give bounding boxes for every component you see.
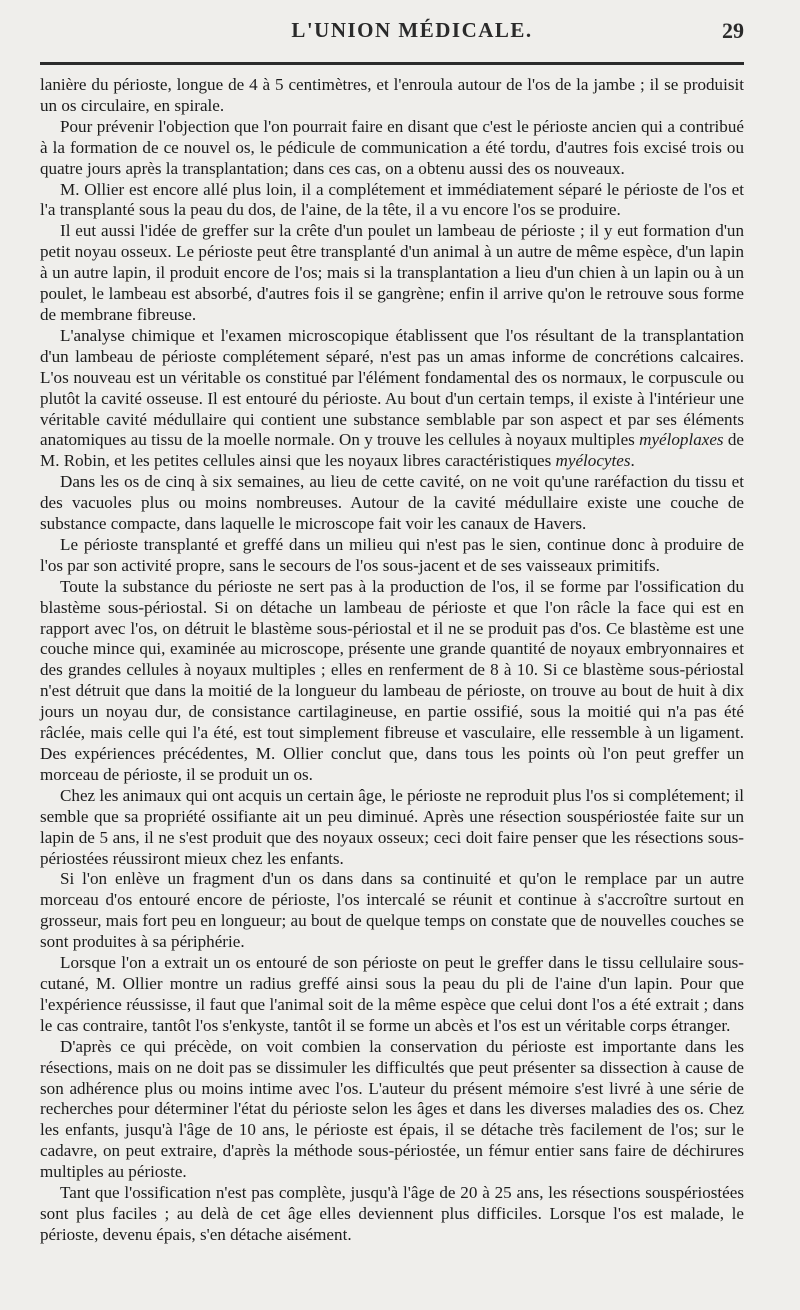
page-number: 29: [722, 18, 744, 43]
paragraph-text: .: [630, 451, 635, 471]
paragraph-text: de M. Robin, et les petites cellules ainsi que les noyaux libres caractéristiques: [40, 430, 744, 471]
paragraph: Dans les os de cinq à six semaines, au lieu de cette cavité, on ne voit qu'une raréfaction du tissu et des vacuoles plus ou moins nombreuses. Autour de la cavité médullaire existe une couche de substance compacte, dans laquelle le microscope fait voir les canaux de Havers.: [40, 472, 744, 534]
paragraph: lanière du périoste, longue de 4 à 5 centimètres, et l'enroula autour de l'os de la jambe ; il se produisit un os circulaire, en spirale.: [40, 75, 744, 115]
paragraph: Si l'on enlève un fragment d'un os dans dans sa continuité et qu'on le remplace par un autre morceau d'os entouré encore de périoste, l'os intercalé se réunit et continue à s'accroître surtout en grosseur, mais fort peu en longueur; au bout de quelque temps on constate que de nouvelles couches se sont produites à sa périphérie.: [40, 869, 744, 952]
paragraph: Il eut aussi l'idée de greffer sur la crête d'un poulet un lambeau de périoste ; il y eut formation d'un petit noyau osseux. Le périoste peut être transplanté d'un animal à un autre de même espèce, d'un lapin à un autre lapin, il produit encore de l'os; mais si la transplantation a lieu d'un chien à un lapin ou à un poulet, le lambeau est absorbé, d'autres fois il se gangrène; enfin il arrive qu'on le retrouve sous forme de membrane fibreuse.: [40, 221, 744, 324]
italic-term: myéloplaxes: [639, 430, 724, 450]
article-body: [40, 75, 744, 1246]
paragraph: Tant que l'ossification n'est pas complète, jusqu'à l'âge de 20 à 25 ans, les résections souspériostées sont plus faciles ; au delà de cet âge elles deviennent plus difficiles. Lorsque l'os est malade, le périoste, devenu épais, s'en détache aisément.: [40, 1183, 744, 1244]
italic-term: myélocytes: [555, 451, 631, 471]
page-header: [40, 18, 744, 52]
paragraph: Chez les animaux qui ont acquis un certain âge, le périoste ne reproduit plus l'os si complétement; il semble que sa propriété ossifiante ait un peu diminué. Après une résection souspériostée faite sur un lapin de 5 ans, il ne s'est produit que des noyaux osseux; ceci doit faire penser que les résections sous-périostées réussiront mieux chez les enfants.: [40, 785, 744, 868]
paragraph: [40, 326, 744, 472]
paragraph-text: L'analyse chimique et l'examen microscopique établissent que l'os résultant de la transplantation d'un lambeau de périoste complétement séparé, n'est pas un amas informe de concrétions calcaires. L'os nouveau est un véritable os constitué par l'élément fondamental des os normaux, le corpuscule ou plutôt la cavité osseuse. Il est entouré du périoste. Au bout d'un certain temps, il existe à l'intérieur une véritable cavité médullaire qui contient une substance semblable par son aspect et par ses éléments anatomiques au tissu de la moelle normale. On y trouve les cellules à noyaux multiples: [40, 325, 744, 450]
header-rule: [40, 62, 744, 65]
paragraph: M. Ollier est encore allé plus loin, il a complétement et immédiatement séparé le périoste de l'os et l'a transplanté sous la peau du dos, de l'aine, de la tête, il a vu encore l'os se produire.: [40, 179, 744, 220]
paragraph: Le périoste transplanté et greffé dans un milieu qui n'est pas le sien, continue donc à produire de l'os par son activité propre, sans le secours de l'os sous-jacent et de ses vaisseaux primitifs.: [40, 534, 744, 575]
paragraph: Pour prévenir l'objection que l'on pourrait faire en disant que c'est le périoste ancien qui a contribué à la formation de ce nouvel os, le pédicule de communication a été tordu, d'autres fois excisé trois ou quatre jours après la transplantation; dans ces cas, on a obtenu aussi des os nouveaux.: [40, 116, 744, 178]
running-title: L'UNION MÉDICALE.: [291, 18, 533, 42]
paragraph: D'après ce qui précède, on voit combien la conservation du périoste est importante dans les résections, mais on ne doit pas se dissimuler les difficultés que peut présenter sa dissection à cause de son adhérence plus ou moins intime avec l'os. L'auteur du présent mémoire s'est livré à une série de recherches pour déterminer l'état du périoste selon les âges et dans les diverses maladies des os. Chez les enfants, jusqu'à l'âge de 10 ans, le périoste est épais, il se détache très facilement de l'os; sur le cadavre, on peut extraire, d'après la méthode sous-périostée, un fémur entier sans faire de déchirures multiples au périoste.: [40, 1036, 744, 1182]
paragraph: Toute la substance du périoste ne sert pas à la production de l'os, il se forme par l'ossification du blastème sous-périostal. Si on détache un lambeau de périoste et que l'on râcle la face qui est en rapport avec l'os, on détruit le blastème sous-périostal et il ne se produit pas d'os. Ce blastème est une couche mince qui, examinée au microscope, présente une grande quantité de noyaux embryonnaires et des grandes cellules à noyaux multiples ; elles en renferment de 8 à 10. Si ce blastème sous-périostal n'est détruit que dans la moitié de la longueur du lambeau de périoste, on trouve au bout de huit à dix jours un noyau dur, de consistance cartilagineuse, en partie ossifié, sous la moitié qui n'a pas été râclée, mais celle qui l'a été, est tout simplement fibreuse et vasculaire, elle ressemble à un ligament. Des expériences précédentes, M. Ollier conclut que, dans tous les points où l'on peut greffer un morceau de périoste, il se produit un os.: [40, 576, 744, 784]
paragraph: Lorsque l'on a extrait un os entouré de son périoste on peut le greffer dans le tissu cellulaire sous-cutané, M. Ollier montre un radius greffé ainsi sous la peau du pli de l'aine d'un lapin. Pour que l'expérience réussisse, il faut que l'animal soit de la même espèce que celui dont l'os a été extrait ; dans le cas contraire, tantôt l'os s'enkyste, tantôt il se forme un abcès et l'os est un véritable corps étranger.: [40, 953, 744, 1035]
